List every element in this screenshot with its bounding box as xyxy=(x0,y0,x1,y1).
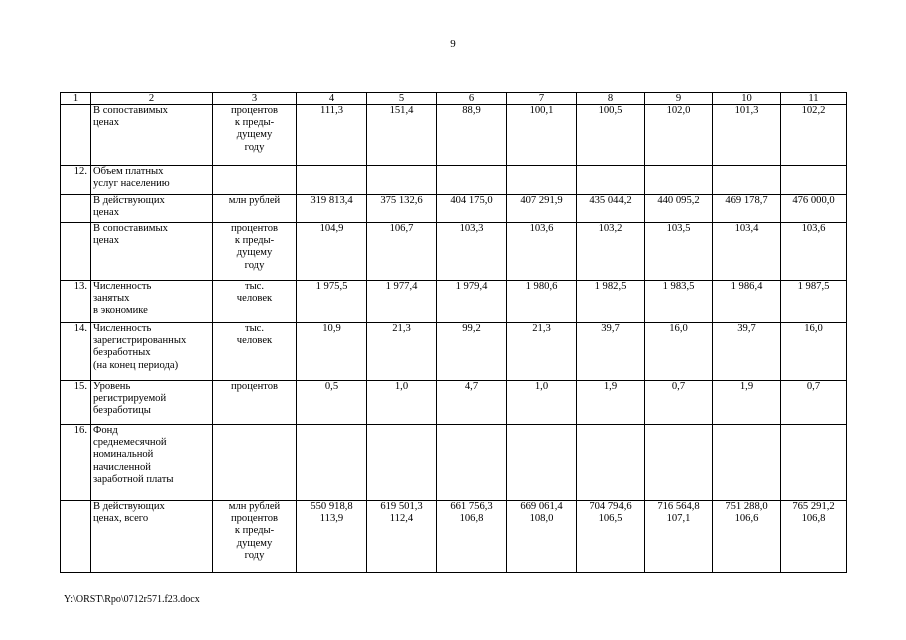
page-number: 9 xyxy=(450,38,456,50)
value-cell: 704 794,6 106,5 xyxy=(577,501,645,573)
value-cell xyxy=(297,425,367,501)
column-number-6: 6 xyxy=(437,93,507,105)
row-number-cell: 13. xyxy=(61,281,91,323)
column-number-10: 10 xyxy=(713,93,781,105)
indicator-name-cell: В сопоставимых ценах xyxy=(91,223,213,281)
column-number-9: 9 xyxy=(645,93,713,105)
row-number-cell: 16. xyxy=(61,425,91,501)
value-cell: 0,5 xyxy=(297,381,367,425)
column-number-3: 3 xyxy=(213,93,297,105)
table-row xyxy=(61,195,847,223)
value-cell: 103,2 xyxy=(577,223,645,281)
value-cell: 1 983,5 xyxy=(645,281,713,323)
value-cell: 102,0 xyxy=(645,105,713,166)
value-cell xyxy=(577,425,645,501)
column-number-11: 11 xyxy=(781,93,847,105)
value-cell: 102,2 xyxy=(781,105,847,166)
value-cell xyxy=(645,425,713,501)
value-cell: 1 977,4 xyxy=(367,281,437,323)
table-row xyxy=(61,281,847,323)
indicator-name-cell: Объем платных услуг населению xyxy=(91,166,213,195)
unit-cell: тыс. человек xyxy=(213,323,297,381)
column-number-2: 2 xyxy=(91,93,213,105)
value-cell: 1 980,6 xyxy=(507,281,577,323)
row-number-cell xyxy=(61,223,91,281)
table-row xyxy=(61,166,847,195)
value-cell: 1,0 xyxy=(367,381,437,425)
unit-cell: млн рублей процентов к преды- дущему году xyxy=(213,501,297,573)
row-number-cell: 12. xyxy=(61,166,91,195)
value-cell: 21,3 xyxy=(507,323,577,381)
value-cell: 39,7 xyxy=(577,323,645,381)
table-row xyxy=(61,501,847,573)
file-path-footer: Y:\ORST\Rpo\0712r571.f23.docx xyxy=(64,594,200,605)
indicator-name-cell: Фонд среднемесячной номинальной начисленной заработной платы xyxy=(91,425,213,501)
column-number-5: 5 xyxy=(367,93,437,105)
data-table xyxy=(60,92,847,573)
column-number-7: 7 xyxy=(507,93,577,105)
value-cell xyxy=(367,425,437,501)
value-cell: 765 291,2 106,8 xyxy=(781,501,847,573)
column-number-8: 8 xyxy=(577,93,645,105)
table-row xyxy=(61,105,847,166)
value-cell: 619 501,3 112,4 xyxy=(367,501,437,573)
value-cell: 100,5 xyxy=(577,105,645,166)
value-cell: 103,3 xyxy=(437,223,507,281)
table-row xyxy=(61,381,847,425)
value-cell: 16,0 xyxy=(645,323,713,381)
indicator-name-cell: В сопоставимых ценах xyxy=(91,105,213,166)
value-cell: 21,3 xyxy=(367,323,437,381)
row-number-cell xyxy=(61,105,91,166)
value-cell: 100,1 xyxy=(507,105,577,166)
table-row xyxy=(61,323,847,381)
unit-cell: процентов xyxy=(213,381,297,425)
unit-cell xyxy=(213,166,297,195)
value-cell: 407 291,9 xyxy=(507,195,577,223)
value-cell: 476 000,0 xyxy=(781,195,847,223)
value-cell: 101,3 xyxy=(713,105,781,166)
value-cell: 0,7 xyxy=(781,381,847,425)
value-cell: 1 979,4 xyxy=(437,281,507,323)
indicator-name-cell: Численность занятых в экономике xyxy=(91,281,213,323)
value-cell: 103,5 xyxy=(645,223,713,281)
value-cell xyxy=(437,425,507,501)
row-number-cell xyxy=(61,501,91,573)
table-header-row xyxy=(61,93,847,105)
value-cell: 1 986,4 xyxy=(713,281,781,323)
value-cell: 39,7 xyxy=(713,323,781,381)
value-cell: 88,9 xyxy=(437,105,507,166)
value-cell: 106,7 xyxy=(367,223,437,281)
value-cell: 1,9 xyxy=(713,381,781,425)
value-cell: 4,7 xyxy=(437,381,507,425)
unit-cell: процентов к преды- дущему году xyxy=(213,105,297,166)
value-cell: 1 987,5 xyxy=(781,281,847,323)
row-number-cell: 15. xyxy=(61,381,91,425)
value-cell: 669 061,4 108,0 xyxy=(507,501,577,573)
value-cell: 1 975,5 xyxy=(297,281,367,323)
value-cell: 751 288,0 106,6 xyxy=(713,501,781,573)
value-cell: 469 178,7 xyxy=(713,195,781,223)
value-cell: 151,4 xyxy=(367,105,437,166)
value-cell: 103,6 xyxy=(781,223,847,281)
value-cell: 404 175,0 xyxy=(437,195,507,223)
value-cell xyxy=(507,166,577,195)
value-cell xyxy=(713,166,781,195)
value-cell xyxy=(781,166,847,195)
value-cell: 103,4 xyxy=(713,223,781,281)
value-cell: 111,3 xyxy=(297,105,367,166)
value-cell: 10,9 xyxy=(297,323,367,381)
column-number-1: 1 xyxy=(61,93,91,105)
value-cell xyxy=(713,425,781,501)
value-cell: 99,2 xyxy=(437,323,507,381)
value-cell: 716 564,8 107,1 xyxy=(645,501,713,573)
value-cell: 1,0 xyxy=(507,381,577,425)
table-row xyxy=(61,223,847,281)
value-cell: 440 095,2 xyxy=(645,195,713,223)
value-cell xyxy=(645,166,713,195)
indicator-name-cell: Численность зарегистрированных безработных (на конец периода) xyxy=(91,323,213,381)
unit-cell: тыс. человек xyxy=(213,281,297,323)
value-cell xyxy=(577,166,645,195)
value-cell: 435 044,2 xyxy=(577,195,645,223)
column-number-4: 4 xyxy=(297,93,367,105)
value-cell xyxy=(437,166,507,195)
indicator-name-cell: В действующих ценах xyxy=(91,195,213,223)
value-cell: 104,9 xyxy=(297,223,367,281)
unit-cell: процентов к преды- дущему году xyxy=(213,223,297,281)
value-cell: 0,7 xyxy=(645,381,713,425)
value-cell: 661 756,3 106,8 xyxy=(437,501,507,573)
value-cell: 1 982,5 xyxy=(577,281,645,323)
indicator-name-cell: Уровень регистрируемой безработицы xyxy=(91,381,213,425)
value-cell xyxy=(367,166,437,195)
indicator-name-cell: В действующих ценах, всего xyxy=(91,501,213,573)
table-row xyxy=(61,425,847,501)
unit-cell xyxy=(213,425,297,501)
value-cell: 375 132,6 xyxy=(367,195,437,223)
row-number-cell: 14. xyxy=(61,323,91,381)
value-cell xyxy=(781,425,847,501)
value-cell: 1,9 xyxy=(577,381,645,425)
unit-cell: млн рублей xyxy=(213,195,297,223)
value-cell: 319 813,4 xyxy=(297,195,367,223)
value-cell: 550 918,8 113,9 xyxy=(297,501,367,573)
value-cell xyxy=(297,166,367,195)
row-number-cell xyxy=(61,195,91,223)
value-cell xyxy=(507,425,577,501)
value-cell: 103,6 xyxy=(507,223,577,281)
value-cell: 16,0 xyxy=(781,323,847,381)
